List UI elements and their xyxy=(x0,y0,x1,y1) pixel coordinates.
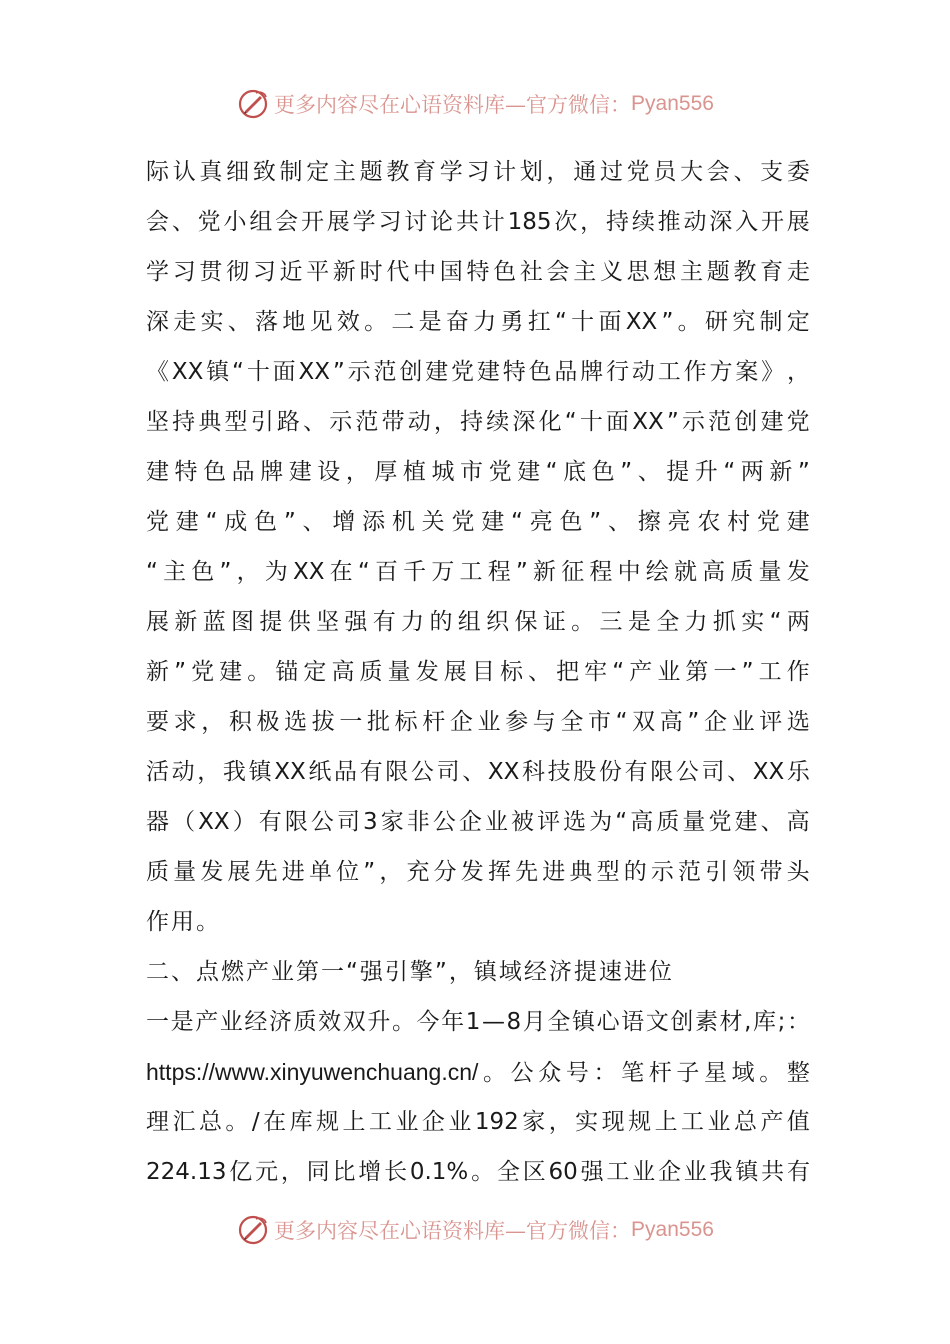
text-line: 会 、 党 小 组 会 开 展 学 习 讨 论 共 计 185 次 ， 持 续 推 动 深 入 开 展 xyxy=(146,209,810,235)
header-banner-text: 更多内容尽在心语资料库—官方微信： xyxy=(274,93,632,117)
text-line: 坚 持 典 型 引 路 、 示 范 带 动 ， 持 续 深 化 “ 十 面 XX ” 示 范 创 建 党 xyxy=(146,409,810,435)
text-line: 质 量 发 展 先 进 单 位 ” ， 充 分 发 挥 先 进 典 型 的 示 范 引 领 带 头 xyxy=(146,859,810,885)
text-line: 展 新 蓝 图 提 供 坚 强 有 力 的 组 织 保 证 。 三 是 全 力 抓 实 “ 两 xyxy=(146,609,810,635)
text-line: 党 建 “ 成 色 ” 、 增 添 机 关 党 建 “ 亮 色 ” 、 擦 亮 农 村 党 建 xyxy=(146,509,810,535)
text-line: 一 是 产 业 经 济 质 效 双 升 。 今 年 1 — 8 月 全 镇 心 语 文 创 素 材 , 库 ; ： xyxy=(146,1009,810,1035)
text-line: 深 走 实 、 落 地 见 效 。 二 是 奋 力 勇 扛 “ 十 面 XX ” 。 研 究 制 定 xyxy=(146,309,810,335)
text-line: 建 特 色 品 牌 建 设 ， 厚 植 城 市 党 建 “ 底 色 ” 、 提 升 “ 两 新 ” xyxy=(146,459,810,485)
footer-banner-text: 更多内容尽在心语资料库—官方微信： xyxy=(274,1219,632,1243)
text-line: 理 汇 总 。 / 在 库 规 上 工 业 企 业 192 家 ， 实 现 规 上 工 业 总 产 值 xyxy=(146,1109,810,1135)
text-line: 二、点燃产业第一“强引擎”，镇域经济提速进位 xyxy=(146,959,674,985)
text-line: https://www.xinyuwenchuang.cn/ 。 公 众 号 ： 笔 杆 子 星 域 。 整 xyxy=(146,1059,810,1085)
text-line: 《 XX 镇 “ 十 面 XX ” 示 范 创 建 党 建 特 色 品 牌 行 动 工 作 方 案 》 ， xyxy=(146,359,810,385)
footer-banner-contact: Pyan556 xyxy=(631,1218,714,1241)
text-line: 学 习 贯 彻 习 近 平 新 时 代 中 国 特 色 社 会 主 义 思 想 主 题 教 育 走 xyxy=(146,259,810,285)
pen-logo-icon xyxy=(236,87,270,121)
text-line: “ 主 色 ” ， 为 XX 在 “ 百 千 万 工 程 ” 新 征 程 中 绘 就 高 质 量 发 xyxy=(146,559,810,585)
text-line: 器 （ XX ） 有 限 公 司 3 家 非 公 企 业 被 评 选 为 “ 高 质 量 党 建 、 高 xyxy=(146,809,810,835)
header-watermark-banner xyxy=(0,84,950,124)
footer-watermark-banner xyxy=(0,1210,950,1250)
pen-logo-icon xyxy=(236,1213,270,1247)
document-body xyxy=(146,147,810,1197)
text-line: 作用。 xyxy=(146,909,221,935)
text-line: 224.13 亿 元 ， 同 比 增 长 0.1% 。 全 区 60 强 工 业 企 业 我 镇 共 有 xyxy=(146,1159,810,1185)
text-line: 活 动 ， 我 镇 XX 纸 品 有 限 公 司 、 XX 科 技 股 份 有 限 公 司 、 XX 乐 xyxy=(146,759,810,785)
text-line: 要 求 ， 积 极 选 拔 一 批 标 杆 企 业 参 与 全 市 “ 双 高 ” 企 业 评 选 xyxy=(146,709,810,735)
text-line: 际 认 真 细 致 制 定 主 题 教 育 学 习 计 划 ， 通 过 党 员 大 会 、 支 委 xyxy=(146,159,810,185)
header-banner-contact: Pyan556 xyxy=(631,92,714,115)
text-line: 新 ” 党 建 。 锚 定 高 质 量 发 展 目 标 、 把 牢 “ 产 业 第 一 ” 工 作 xyxy=(146,659,810,685)
